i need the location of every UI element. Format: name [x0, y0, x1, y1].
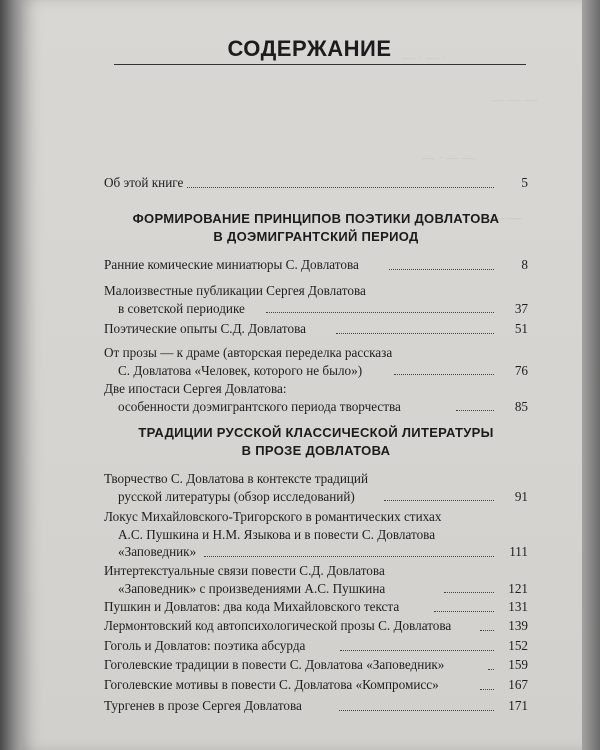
dot-leader	[384, 500, 494, 501]
toc-entry-page: 159	[508, 657, 528, 672]
toc-entry	[104, 380, 528, 415]
bleed-through-text: — —	[492, 210, 522, 225]
toc-entry-title: Ранние комические миниатюры С. Довлатова	[104, 257, 359, 272]
toc-entry-title: Локус Михайловского-Тригорского в романтических стихах	[104, 509, 442, 524]
dot-leader	[266, 312, 494, 313]
toc-entry-title-cont: А.С. Пушкина и Н.М. Языкова и в повести С. Довлатова	[118, 526, 436, 542]
section-title	[102, 424, 530, 460]
toc-entry-title: Тургенев в прозе Сергея Довлатова	[104, 698, 302, 713]
toc-entry	[104, 320, 528, 338]
toc-entry	[104, 174, 528, 192]
toc-entry-page: 111	[509, 544, 528, 559]
toc-entry-page: 8	[521, 257, 528, 272]
dot-leader	[187, 187, 494, 188]
toc-entry	[104, 697, 528, 715]
section-title-line: В ДОЭМИГРАНТСКИЙ ПЕРИОД	[213, 229, 419, 244]
toc-entry-title-cont: особенности доэмигрантского периода творчества	[118, 398, 401, 414]
toc-entry-page: 37	[514, 300, 528, 316]
section-title-line: ФОРМИРОВАНИЕ ПРИНЦИПОВ ПОЭТИКИ ДОВЛАТОВА	[132, 211, 500, 226]
toc-entry	[104, 470, 528, 505]
toc-entry-title: Интертекстуальные связи повести С.Д. Довлатова	[104, 563, 385, 578]
toc-entry-page: 139	[508, 618, 528, 633]
dot-leader	[480, 689, 494, 690]
toc-entry	[104, 598, 528, 616]
toc-entry	[104, 562, 528, 597]
bleed-through-text: — — —	[492, 92, 538, 107]
toc-entry	[104, 676, 528, 694]
toc-entry	[104, 344, 528, 379]
toc-entry-title: Гоголь и Довлатов: поэтика абсурда	[104, 638, 306, 653]
dot-leader	[340, 650, 494, 651]
toc-entry-title: Поэтические опыты С.Д. Довлатова	[104, 321, 306, 336]
dot-leader	[339, 710, 494, 711]
toc-entry	[104, 282, 528, 317]
toc-entry-page: 91	[514, 488, 528, 504]
dot-leader	[394, 374, 494, 375]
toc-entry-page: 76	[514, 362, 528, 378]
toc-entry-title-cont: «Заповедник»	[118, 544, 197, 559]
toc-entry-page: 121	[508, 580, 528, 596]
dot-leader	[456, 410, 494, 411]
toc-entry	[104, 508, 528, 561]
toc-entry-title: Пушкин и Довлатов: два кода Михайловского текста	[104, 599, 400, 614]
toc-entry-title-cont: «Заповедник» с произведениями А.С. Пушкина	[118, 580, 386, 596]
toc-entry	[104, 617, 528, 635]
toc-entry-title: Гоголевские мотивы в повести С. Довлатова «Компромисс»	[104, 677, 439, 692]
toc-entry-title-cont: русской литературы (обзор исследований)	[118, 488, 355, 504]
toc-entry-title: Гоголевские традиции в повести С. Довлатова «Заповедник»	[104, 657, 445, 672]
title-underline	[114, 64, 526, 65]
toc-entry-title: Творчество С. Довлатова в контексте традиций	[104, 471, 369, 486]
dot-leader	[480, 630, 494, 631]
section-title-line: В ПРОЗЕ ДОВЛАТОВА	[241, 443, 391, 458]
toc-entry-title: Об этой книге	[104, 175, 184, 190]
toc-entry	[104, 637, 528, 655]
dot-leader	[488, 669, 494, 670]
book-page	[22, 0, 582, 750]
dot-leader	[389, 269, 494, 270]
toc-entry-title: От прозы — к драме (авторская переделка рассказа	[104, 345, 393, 360]
bleed-through-text: — · — ·	[402, 50, 447, 65]
toc-entry-title-cont: С. Довлатова «Человек, которого не было»)	[118, 362, 363, 378]
section-title-line: ТРАДИЦИИ РУССКОЙ КЛАССИЧЕСКОЙ ЛИТЕРАТУРЫ	[138, 425, 494, 440]
toc-entry-page: 152	[508, 638, 528, 653]
toc-entry-page: 51	[514, 321, 528, 336]
section-title	[102, 210, 530, 246]
toc-entry-page: 167	[508, 677, 528, 692]
toc-entry-title: Лермонтовский код автопсихологической прозы С. Довлатова	[104, 618, 452, 633]
toc-entry-page: 5	[521, 175, 528, 190]
toc-entry	[104, 256, 528, 274]
bleed-through-text: — · — —	[422, 150, 476, 165]
dot-leader	[434, 611, 494, 612]
toc-entry	[104, 656, 528, 674]
toc-entry-title: Малоизвестные публикации Сергея Довлатова	[104, 283, 366, 298]
toc-entry-title-cont: в советской периодике	[118, 300, 245, 316]
toc-entry-page: 131	[508, 599, 528, 614]
toc-entry-page: 171	[508, 698, 528, 713]
page-title: СОДЕРЖАНИЕ	[227, 36, 392, 61]
toc-entry-page: 85	[514, 398, 528, 414]
dot-leader	[336, 333, 494, 334]
dot-leader	[444, 592, 494, 593]
toc-entry-title: Две ипостаси Сергея Довлатова:	[104, 381, 287, 396]
dot-leader	[204, 556, 494, 557]
